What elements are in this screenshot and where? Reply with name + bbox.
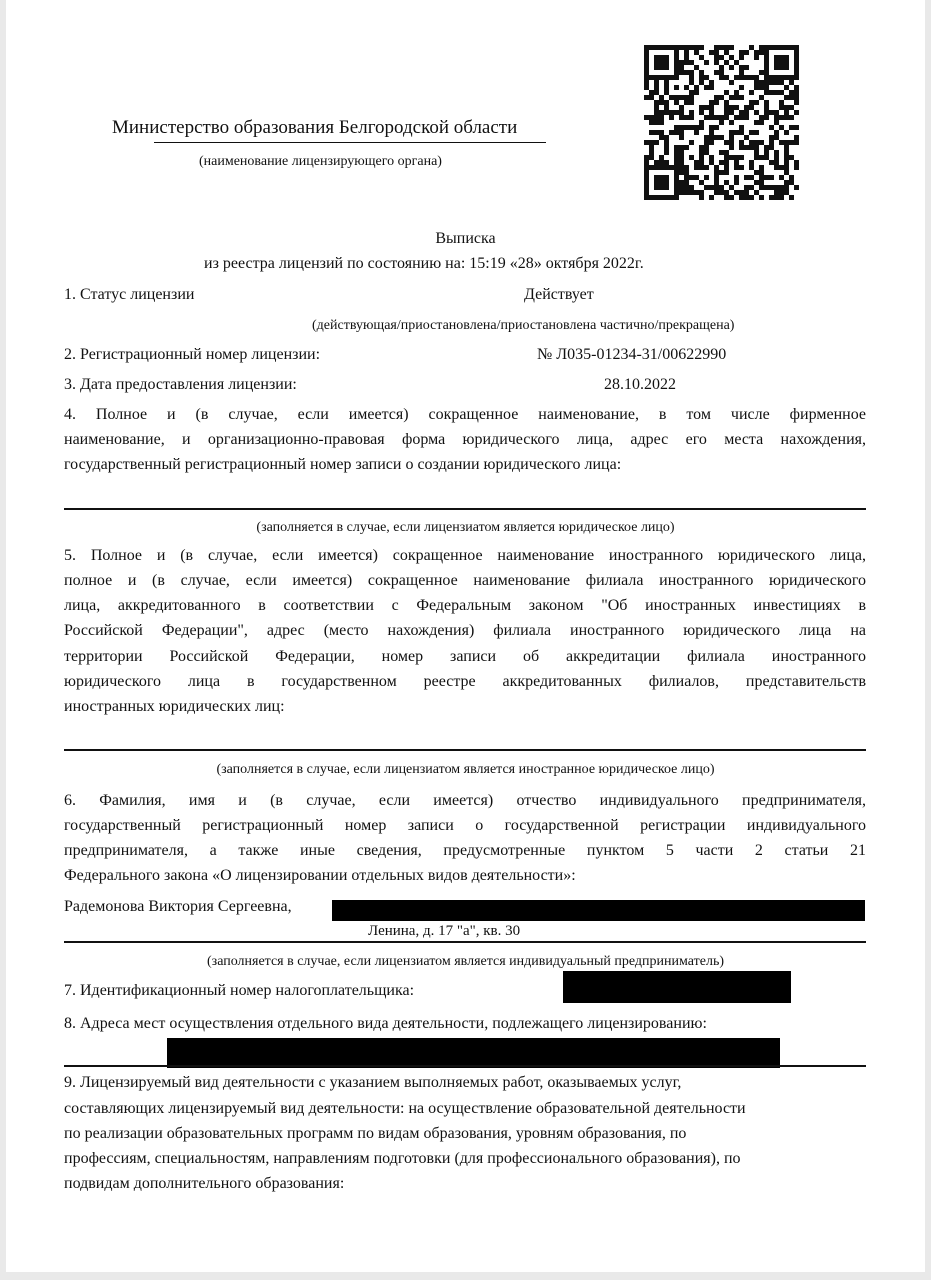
item5-line: полное и (в случае, если имеется) сокращенное наименование филиала иностранного юридического — [64, 572, 866, 589]
item9-line: по реализации образовательных программ по видам образования, уровням образования, по — [64, 1125, 687, 1142]
document-title: Выписка — [435, 230, 496, 247]
item9-line: составляющих лицензируемый вид деятельности: на осуществление образовательной деятельности — [64, 1100, 746, 1117]
item5-line: юридического лица в государственном реестре аккредитованных филиалов, представительств — [64, 673, 866, 690]
item8-rule — [64, 1065, 866, 1067]
licensing-authority: Министерство образования Белгородской области — [112, 117, 518, 138]
reg-number-value: № Л035-01234-31/00622990 — [537, 346, 727, 363]
redaction-box — [563, 971, 791, 1003]
item5-line: 5. Полное и (в случае, если имеется) сокращенное наименование иностранного юридического лица, — [64, 547, 866, 564]
item4-rule — [64, 508, 866, 510]
item9-line: профессиям, специальностям, направлениям подготовки (для профессионального образования), по — [64, 1150, 741, 1167]
redaction-box — [332, 900, 865, 921]
item4-line: государственный регистрационный номер записи о создании юридического лица: — [64, 456, 622, 473]
authority-caption: (наименование лицензирующего органа) — [199, 154, 442, 169]
item5-line: иностранных юридических лиц: — [64, 698, 285, 715]
status-caption: (действующая/приостановлена/приостановлена частично/прекращена) — [312, 318, 735, 333]
item5-line: территории Российской Федерации, номер записи об аккредитации филиала иностранного — [64, 648, 866, 665]
item9-line: 9. Лицензируемый вид деятельности с указанием выполняемых работ, оказываемых услуг, — [64, 1074, 682, 1091]
item6-line: 6. Фамилия, имя и (в случае, если имеется) отчество индивидуального предпринимателя, — [64, 792, 866, 809]
entrepreneur-address-fragment: Ленина, д. 17 "а", кв. 30 — [368, 923, 521, 939]
item5-line: лица, аккредитованного в соответствии с Федеральным законом "Об иностранных инвестициях в — [64, 597, 866, 614]
status-label: 1. Статус лицензии — [64, 286, 195, 303]
item4-caption: (заполняется в случае, если лицензиатом является юридическое лицо) — [256, 520, 675, 535]
authority-underline — [154, 142, 546, 143]
item6-line: государственный регистрационный номер записи о государственной регистрации индивидуального — [64, 817, 866, 834]
issue-date-value: 28.10.2022 — [604, 376, 676, 393]
item5-caption: (заполняется в случае, если лицензиатом является иностранное юридическое лицо) — [216, 762, 715, 777]
inn-label: 7. Идентификационный номер налогоплательщика: — [64, 982, 415, 999]
item5-rule — [64, 749, 866, 751]
reg-number-label: 2. Регистрационный номер лицензии: — [64, 346, 321, 363]
item5-line: Российской Федерации", адрес (место нахождения) филиала иностранного юридического лица на — [64, 622, 866, 639]
status-value: Действует — [524, 286, 594, 303]
item4-line: 4. Полное и (в случае, если имеется) сокращенное наименование, в том числе фирменное — [64, 406, 866, 423]
redaction-box — [167, 1038, 780, 1068]
item6-line: Федерального закона «О лицензировании отдельных видов деятельности»: — [64, 867, 576, 884]
address-label: 8. Адреса мест осуществления отдельного вида деятельности, подлежащего лицензированию: — [64, 1015, 707, 1032]
item6-rule — [64, 941, 866, 943]
item6-line: предпринимателя, а также иные сведения, предусмотренные пунктом 5 части 2 статьи 21 — [64, 842, 866, 859]
item6-caption: (заполняется в случае, если лицензиатом является индивидуальный предприниматель) — [207, 954, 724, 969]
item4-line: наименование, и организационно-правовая форма юридического лица, адрес его места нахождения, — [64, 431, 866, 448]
document-subtitle: из реестра лицензий по состоянию на: 15:19 «28» октября 2022г. — [204, 255, 644, 272]
issue-date-label: 3. Дата предоставления лицензии: — [64, 376, 297, 393]
entrepreneur-name: Радемонова Виктория Сергеевна, — [64, 898, 292, 915]
qr-code — [644, 45, 799, 200]
document-page — [6, 0, 925, 1272]
item9-line: подвидам дополнительного образования: — [64, 1175, 345, 1192]
